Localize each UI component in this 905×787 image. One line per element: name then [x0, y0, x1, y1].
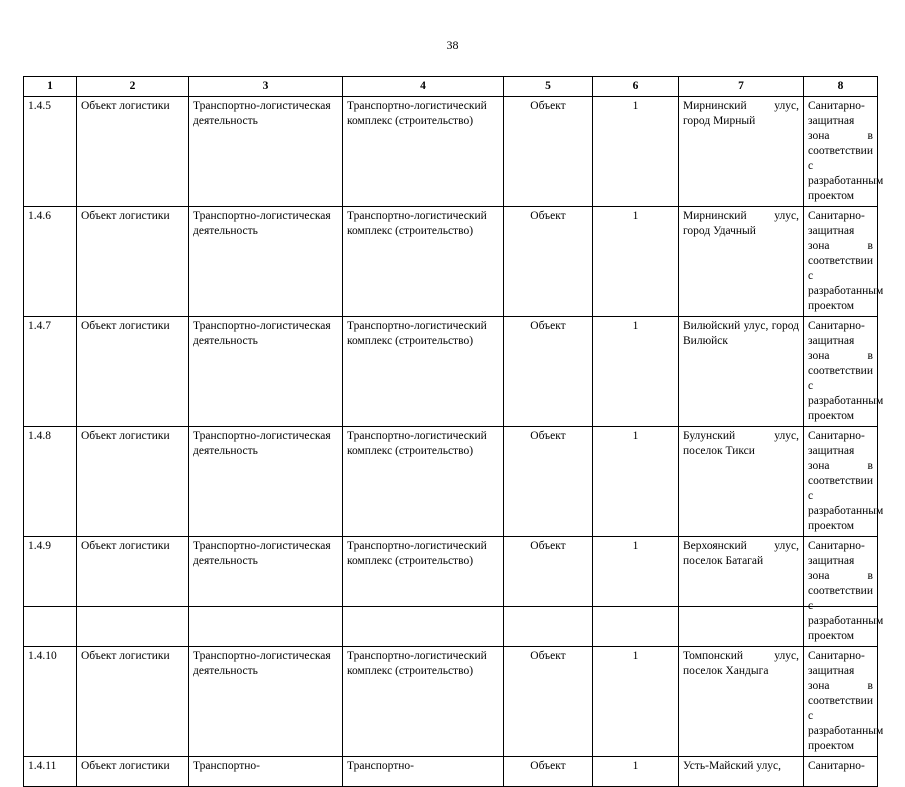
unit-cell: Объект	[504, 97, 593, 207]
row-number-cell: 1.4.5	[24, 97, 77, 207]
table-viewport	[23, 76, 884, 772]
object-type-cell: Объект логистики	[77, 427, 189, 537]
object-type-cell: Объект логистики	[77, 317, 189, 427]
unit-cell: Объект	[504, 427, 593, 537]
column-header: 2	[77, 77, 189, 97]
row-number-cell: 1.4.9	[24, 537, 77, 647]
object-type-cell: Объект логистики	[77, 537, 189, 647]
purpose-cell: Транспортно-логистический комплекс (строительство)	[343, 317, 504, 427]
purpose-cell: Транспортно-логистический комплекс (строительство)	[343, 207, 504, 317]
activity-cell: Транспортно-логистическая деятельность	[189, 317, 343, 427]
location-cell: Усть-Майский улус,	[679, 757, 804, 787]
row-number-cell: 1.4.8	[24, 427, 77, 537]
zone-cell: Санитарно-защитная зона в соответствии с разработанным проектом	[804, 647, 878, 757]
quantity-cell: 1	[593, 317, 679, 427]
unit-cell: Объект	[504, 757, 593, 787]
activity-cell: Транспортно-логистическая деятельность	[189, 207, 343, 317]
column-header: 4	[343, 77, 504, 97]
object-type-cell: Объект логистики	[77, 97, 189, 207]
unit-cell: Объект	[504, 207, 593, 317]
unit-cell: Объект	[504, 647, 593, 757]
location-cell: Томпонский улус, поселок Хандыга	[679, 647, 804, 757]
column-header: 7	[679, 77, 804, 97]
activity-cell: Транспортно-логистическая деятельность	[189, 97, 343, 207]
column-header: 1	[24, 77, 77, 97]
zone-cell: Санитарно-защитная зона в соответствии с разработанным проектом	[804, 207, 878, 317]
zone-cell: Санитарно-защитная зона в соответствии с разработанным проектом	[804, 537, 878, 647]
zone-cell: Санитарно-защитная зона в соответствии с разработанным проектом	[804, 97, 878, 207]
row-number-cell: 1.4.6	[24, 207, 77, 317]
table-row	[24, 427, 878, 537]
purpose-cell: Транспортно-логистический комплекс (строительство)	[343, 97, 504, 207]
table-row	[24, 647, 878, 757]
zone-cell: Санитарно-защитная зона в соответствии с разработанным проектом	[804, 427, 878, 537]
location-cell: Мирнинский улус, город Удачный	[679, 207, 804, 317]
purpose-cell: Транспортно-логистический комплекс (строительство)	[343, 647, 504, 757]
table-row	[24, 207, 878, 317]
activity-cell: Транспортно-логистическая деятельность	[189, 537, 343, 647]
column-header: 8	[804, 77, 878, 97]
activity-cell: Транспортно-логистическая деятельность	[189, 647, 343, 757]
row-number-cell: 1.4.10	[24, 647, 77, 757]
table-header-row	[24, 77, 878, 97]
location-cell: Вилюйский улус, город Вилюйск	[679, 317, 804, 427]
row-number-cell: 1.4.7	[24, 317, 77, 427]
location-cell: Булунский улус, поселок Тикси	[679, 427, 804, 537]
table-row	[24, 97, 878, 207]
row-number-cell: 1.4.11	[24, 757, 77, 787]
table-body	[24, 97, 884, 787]
quantity-cell: 1	[593, 757, 679, 787]
object-type-cell: Объект логистики	[77, 757, 189, 787]
purpose-cell: Транспортно-логистический комплекс (строительство)	[343, 427, 504, 537]
zone-cell: Санитарно-	[804, 757, 878, 787]
activity-cell: Транспортно-логистическая деятельность	[189, 427, 343, 537]
purpose-cell: Транспортно-	[343, 757, 504, 787]
quantity-cell: 1	[593, 427, 679, 537]
location-cell: Мирнинский улус, город Мирный	[679, 97, 804, 207]
quantity-cell: 1	[593, 97, 679, 207]
quantity-cell: 1	[593, 207, 679, 317]
unit-cell: Объект	[504, 537, 593, 647]
table-row	[24, 757, 878, 787]
objects-table	[23, 76, 884, 787]
quantity-cell: 1	[593, 647, 679, 757]
object-type-cell: Объект логистики	[77, 647, 189, 757]
column-header: 5	[504, 77, 593, 97]
object-type-cell: Объект логистики	[77, 207, 189, 317]
purpose-cell: Транспортно-логистический комплекс (строительство)	[343, 537, 504, 647]
table-row	[24, 537, 878, 647]
location-cell: Верхоянский улус, поселок Батагай	[679, 537, 804, 647]
zone-cell: Санитарно-защитная зона в соответствии с разработанным проектом	[804, 317, 878, 427]
unit-cell: Объект	[504, 317, 593, 427]
quantity-cell: 1	[593, 537, 679, 647]
table-row	[24, 317, 878, 427]
column-header: 6	[593, 77, 679, 97]
page-number: 38	[446, 38, 459, 52]
column-header: 3	[189, 77, 343, 97]
activity-cell: Транспортно-	[189, 757, 343, 787]
